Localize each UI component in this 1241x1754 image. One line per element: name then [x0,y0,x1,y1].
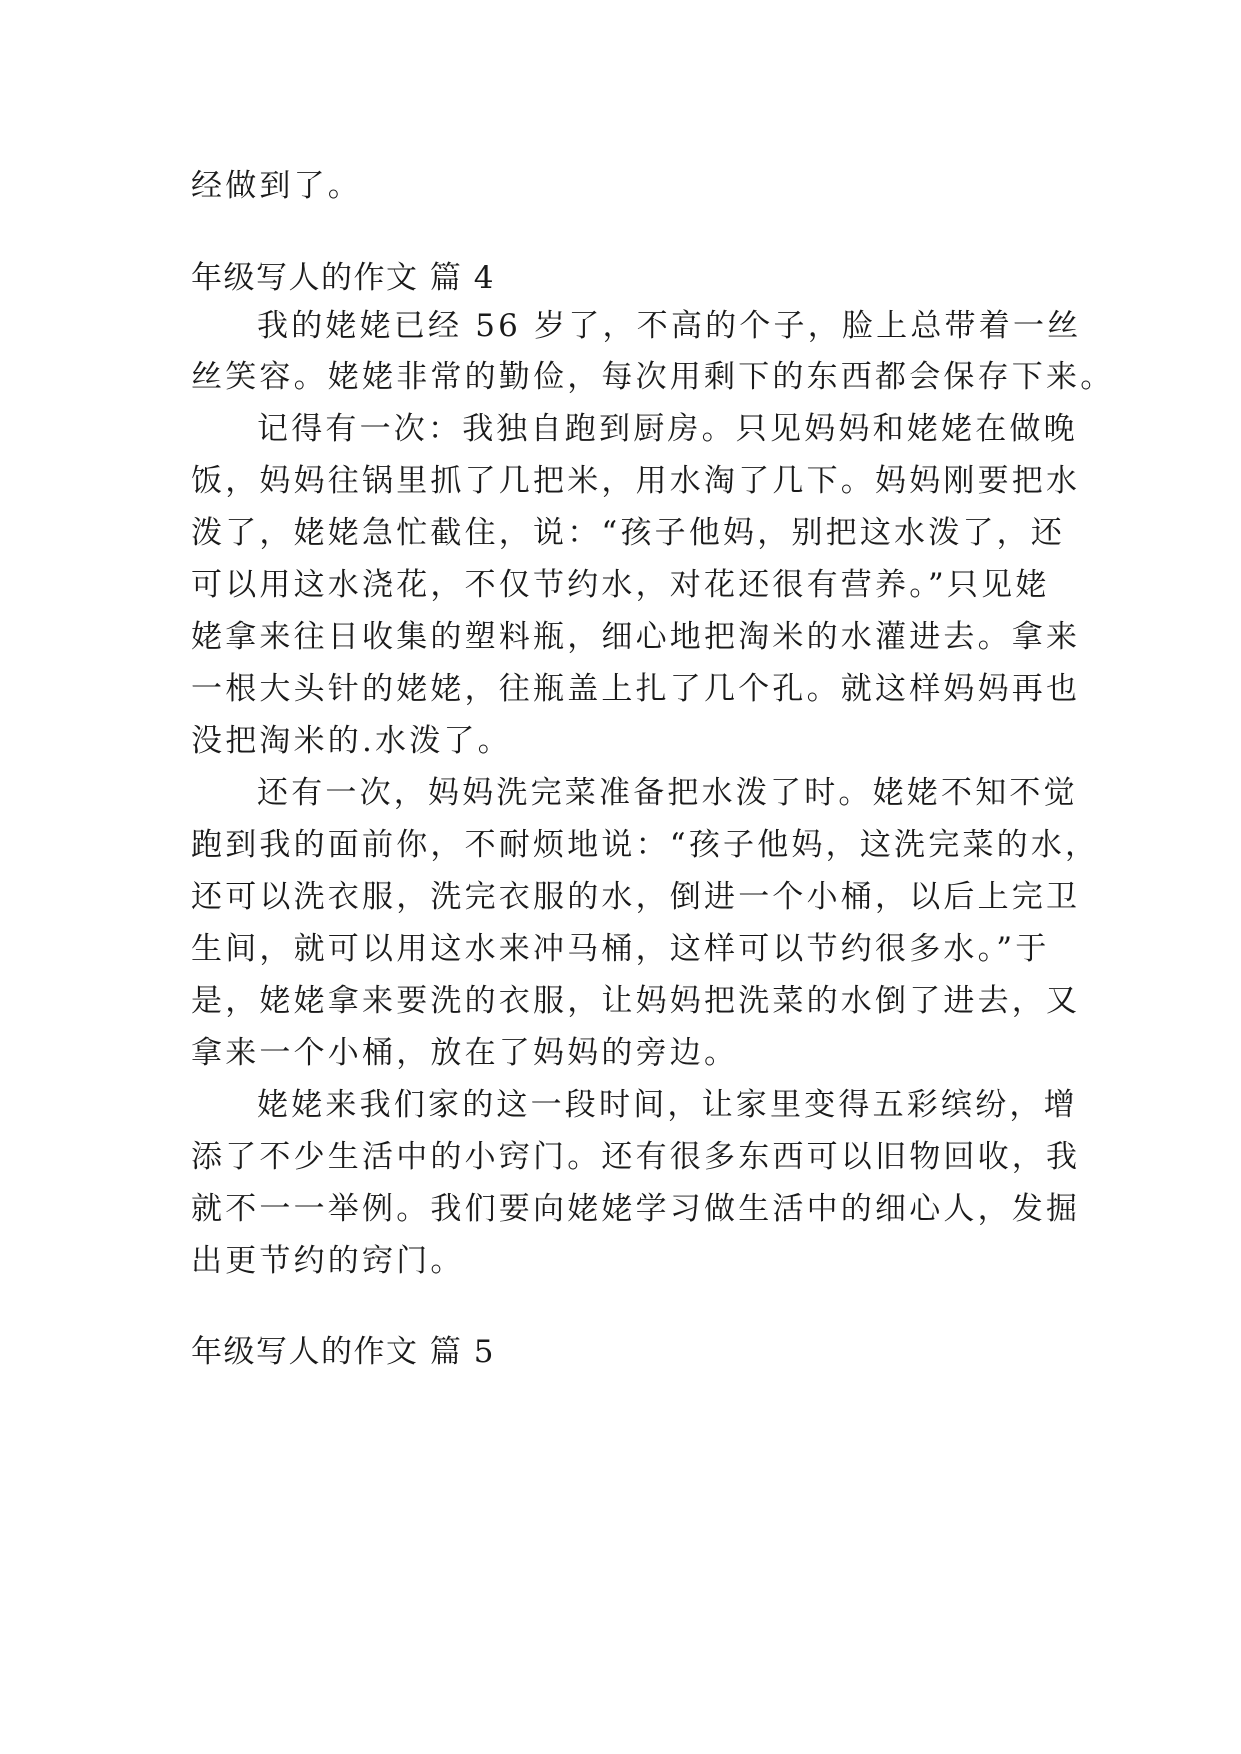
text-line: 可以用这水浇花，不仅节约水，对花还很有营养。”只见姥 [191,567,1050,603]
text-line: 是，姥姥拿来要洗的衣服，让妈妈把洗菜的水倒了进去，又 [191,983,1081,1019]
text-line: 丝笑容。姥姥非常的勤俭，每次用剩下的东西都会保存下来。 [191,359,1115,395]
text-line: 跑到我的面前你，不耐烦地说：“孩子他妈，这洗完菜的水， [191,827,1100,863]
text-line: 一根大头针的姥姥，往瓶盖上扎了几个孔。就这样妈妈再也 [191,671,1081,707]
text-line: 泼了，姥姥急忙截住，说：“孩子他妈，别把这水泼了，还 [191,515,1066,551]
text-line: 没把淘米的.水泼了。 [191,723,512,759]
text-line: 出更节约的窍门。 [191,1243,465,1279]
paragraph-first-line: 我的姥姥已经 56 岁了，不高的个子，脸上总带着一丝 [257,308,1082,344]
text-line: 饭，妈妈往锅里抓了几把米，用水淘了几下。妈妈刚要把水 [191,463,1081,499]
text-line: 经做到了。 [191,168,362,204]
text-line: 拿来一个小桶，放在了妈妈的旁边。 [191,1035,739,1071]
paragraph-first-line: 记得有一次：我独自跑到厨房。只见妈妈和姥姥在做晚 [257,411,1078,447]
paragraph-first-line: 姥姥来我们家的这一段时间，让家里变得五彩缤纷，增 [257,1087,1078,1123]
paragraph-first-line: 还有一次，妈妈洗完菜准备把水泼了时。姥姥不知不觉 [257,775,1078,811]
section-heading: 年级写人的作文 篇 5 [191,1334,495,1370]
text-line: 姥拿来往日收集的塑料瓶，细心地把淘米的水灌进去。拿来 [191,619,1081,655]
section-heading: 年级写人的作文 篇 4 [191,260,495,296]
text-line: 就不一一举例。我们要向姥姥学习做生活中的细心人，发掘 [191,1191,1081,1227]
text-line: 添了不少生活中的小窍门。还有很多东西可以旧物回收，我 [191,1139,1081,1175]
text-line: 生间，就可以用这水来冲马桶，这样可以节约很多水。”于 [191,931,1050,967]
text-line: 还可以洗衣服，洗完衣服的水，倒进一个小桶，以后上完卫 [191,879,1081,915]
